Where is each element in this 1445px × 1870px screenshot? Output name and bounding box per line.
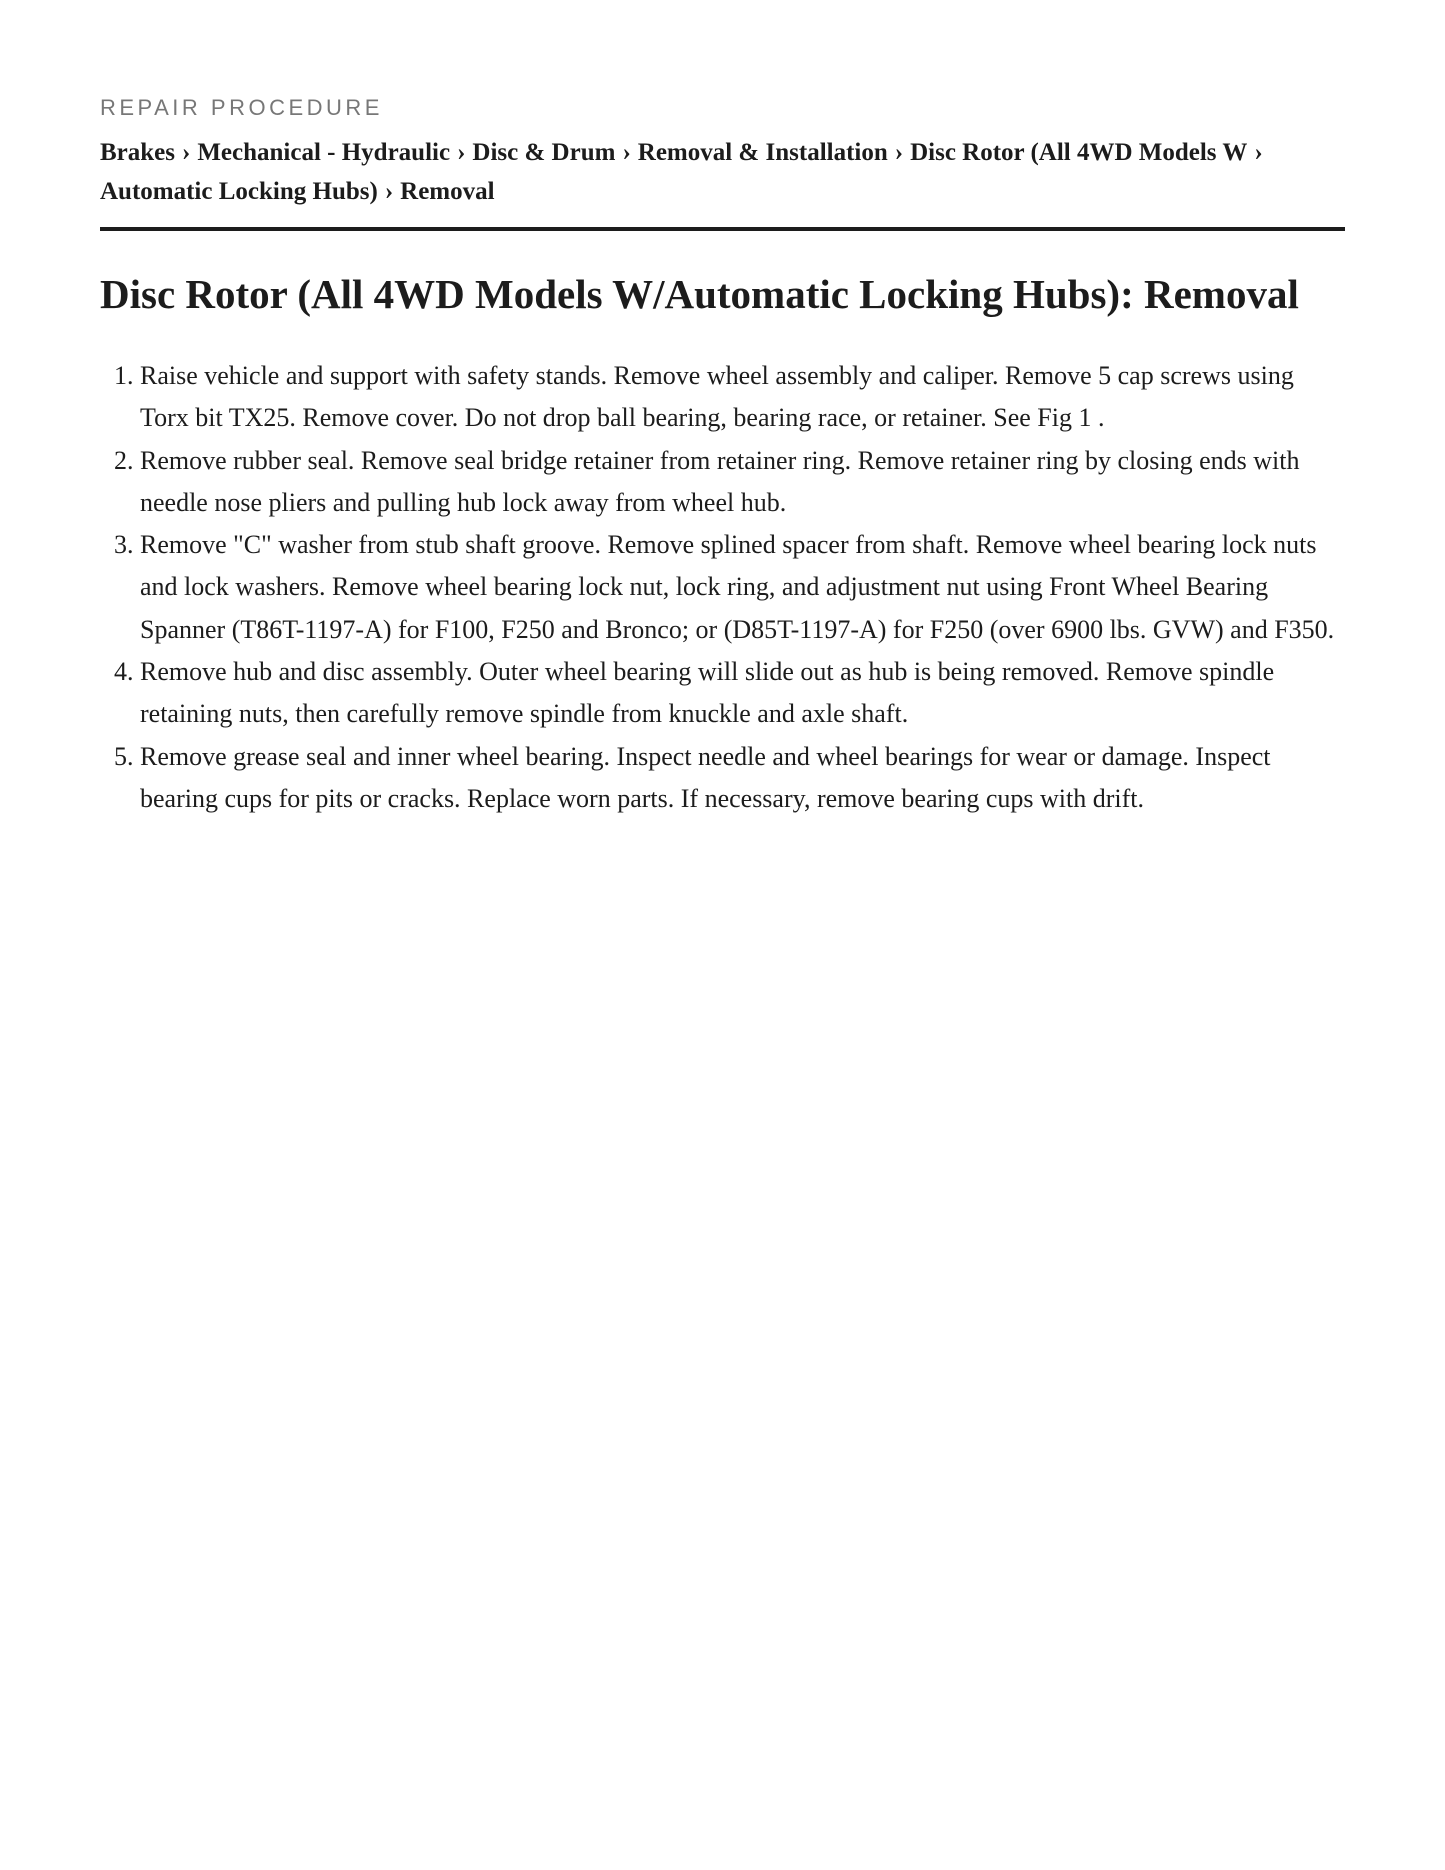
breadcrumb-separator: › [1254, 139, 1263, 166]
breadcrumb-item-removal: Removal [400, 178, 495, 205]
breadcrumb-item-disc-rotor[interactable]: Disc Rotor (All 4WD Models W [910, 139, 1248, 166]
breadcrumb-item-automatic-locking-hubs[interactable]: Automatic Locking Hubs) [100, 178, 378, 205]
breadcrumb-item-disc-drum[interactable]: Disc & Drum [472, 139, 616, 166]
breadcrumb-separator: › [182, 139, 191, 166]
section-label: REPAIR PROCEDURE [100, 95, 383, 120]
breadcrumb [100, 133, 1345, 211]
header-divider [100, 227, 1345, 231]
breadcrumb-separator: › [894, 139, 904, 166]
breadcrumb-separator: › [457, 139, 466, 166]
breadcrumb-item-removal-installation[interactable]: Removal & Installation [637, 139, 888, 166]
procedure-step: 3. Remove "C" washer from stub shaft groove. Remove splined spacer from shaft. Remove wheel bearing lock nuts and lock washers. Remove wheel bearing lock nut, lock ring, and adjustment nut using Front Wheel Bearing Spanner (T86T-1197-A) for F100, F250 and Bronco; or (D85T-1197-A) for F250 (over 6900 lbs. GVW) and F350. [140, 524, 1345, 651]
breadcrumb-separator: › [384, 178, 394, 205]
breadcrumb-separator: › [622, 139, 631, 166]
procedure-step: 4. Remove hub and disc assembly. Outer wheel bearing will slide out as hub is being removed. Remove spindle retaining nuts, then carefully remove spindle from knuckle and axle shaft. [140, 651, 1345, 736]
procedure-step: 1. Raise vehicle and support with safety stands. Remove wheel assembly and caliper. Remove 5 cap screws using Torx bit TX25. Remove cover. Do not drop ball bearing, bearing race, or retainer. See Fig 1 . [140, 355, 1345, 440]
document-page [100, 0, 1345, 820]
page-title: Disc Rotor (All 4WD Models W/Automatic Locking Hubs): Removal [100, 271, 1299, 317]
breadcrumb-item-brakes[interactable]: Brakes [100, 139, 175, 166]
breadcrumb-item-mechanical-hydraulic[interactable]: Mechanical - Hydraulic [197, 139, 451, 166]
procedure-step: 5. Remove grease seal and inner wheel bearing. Inspect needle and wheel bearings for wear or damage. Inspect bearing cups for pits or cracks. Replace worn parts. If necessary, remove bearing cups with drift. [140, 736, 1345, 821]
procedure-steps-list [100, 355, 1345, 820]
procedure-step: 2. Remove rubber seal. Remove seal bridge retainer from retainer ring. Remove retainer ring by closing ends with needle nose pliers and pulling hub lock away from wheel hub. [140, 440, 1345, 525]
